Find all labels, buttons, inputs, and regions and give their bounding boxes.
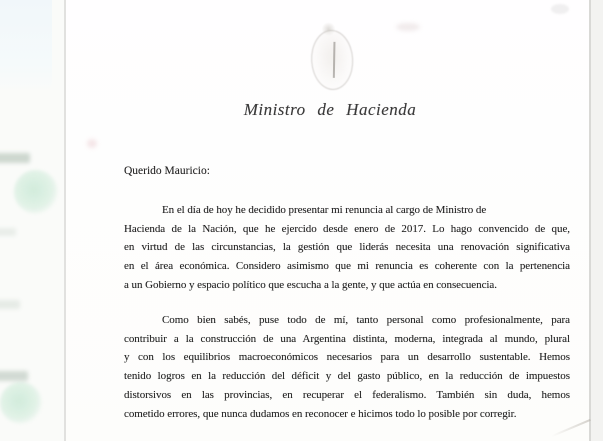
salutation: Querido Mauricio: xyxy=(124,165,210,177)
letterhead-title: Ministro de Hacienda xyxy=(243,100,417,119)
photo-background-right xyxy=(589,0,603,441)
paragraph-1 xyxy=(124,201,570,295)
text-line: tenido logros en la reducción del déficit y del gasto público, en la reducción de impuestos xyxy=(124,370,570,383)
text-line: Hacienda de la Nación, que he ejercido desde enero de 2017. Lo hago convencido de que, xyxy=(124,222,570,235)
press-watermark-text-fragment xyxy=(0,300,20,309)
text-line: cometido errores, que nunca dudamos en reconocer e hicimos todo lo posible por corregir. xyxy=(124,407,517,420)
press-watermark-text-fragment xyxy=(0,153,30,163)
press-watermark-text-fragment xyxy=(0,228,16,236)
text-line: Como bien sabés, puse todo de mí, tanto personal como profesionalmente, para xyxy=(162,314,570,326)
press-watermark-logo-icon xyxy=(0,382,42,424)
text-line: distorsivos en las provincias, en recuperar el federalismo. También sin duda, hemos xyxy=(124,388,570,401)
photo-smudge xyxy=(396,23,420,31)
photo-smudge xyxy=(87,139,97,148)
text-line: en virtud de las circunstancias, la gestión que liderás necesita una renovación significativa xyxy=(124,241,570,254)
text-line: y con los equilibrios macroeconómicos necesarios para un desarrollo sustentable. Hemos xyxy=(124,351,570,364)
text-line: en el área económica. Considero asimismo que mi renuncia es coherente con la pertenencia xyxy=(124,260,570,273)
coat-of-arms-seal-icon xyxy=(306,23,355,91)
photo-smudge xyxy=(551,4,569,14)
text-line: a un Gobierno y espacio político que escucha a la gente, y que actúa en consecuencia. xyxy=(124,278,497,291)
text-line: contribuir a la construcción de una Argentina distinta, moderna, integrada al mundo, plural xyxy=(124,332,570,345)
press-watermark-logo-icon xyxy=(14,170,58,214)
paragraph-2 xyxy=(124,311,570,423)
text-line: En el día de hoy he decidido presentar mi renuncia al cargo de Ministro de xyxy=(162,204,487,216)
press-watermark-text-fragment xyxy=(0,371,28,381)
photo-background-corner xyxy=(0,0,52,92)
